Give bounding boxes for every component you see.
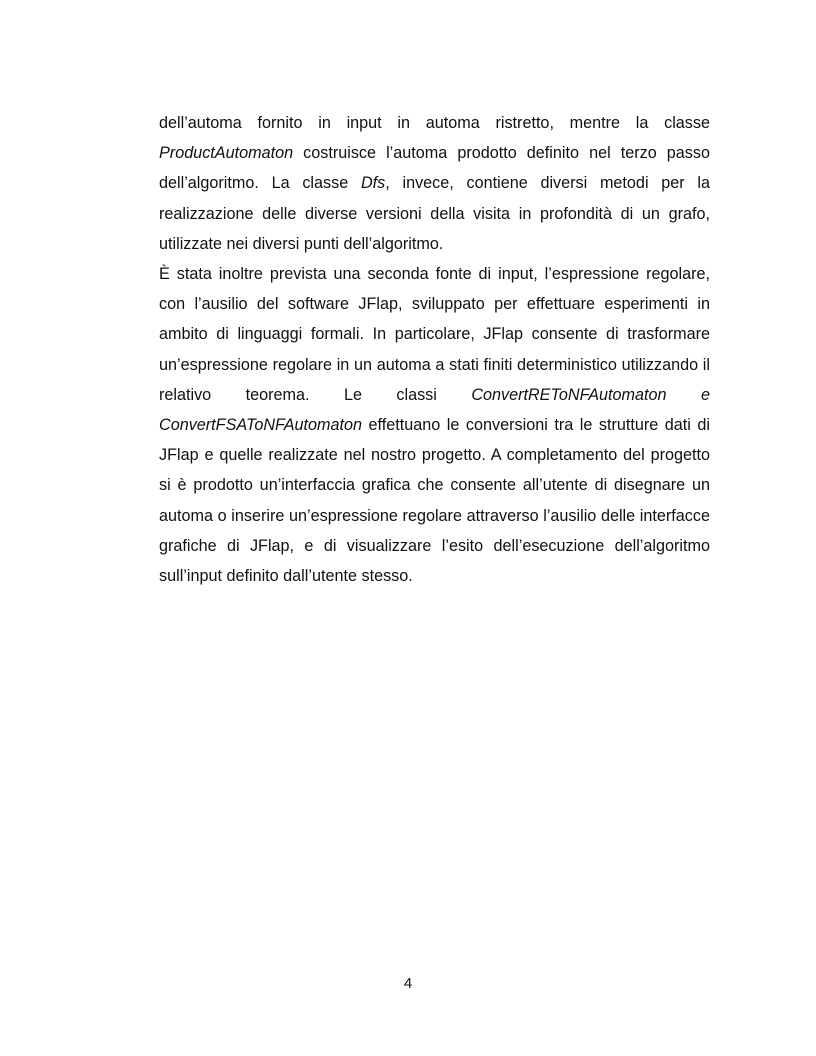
body-text [159,108,710,591]
class-name-dfs: Dfs [360,174,386,193]
paragraph-1-text-3: , invece, contiene diversi metodi per la realizzazione delle diverse versioni della visita in profondità di un grafo, utilizzate nei diversi punti dell’algoritmo. [159,174,710,253]
paragraph-2 [159,259,710,591]
class-name-product-automaton: ProductAutomaton [159,144,294,163]
paragraph-1-text-2: costruisce l’automa prodotto definito nel terzo passo dell’algoritmo. La classe [159,144,710,193]
paragraph-2-text-2: effettuano le conversioni tra le strutture dati di JFlap e quelle realizzate nel nostro progetto. A completamento del progetto si è prodotto un’interfaccia grafica che consente all’utente di disegnare un automa o inserire un’espressione regolare attraverso l’ausilio delle interfacce grafiche di JFlap, e di visualizzare l’esito dell’esecuzione dell’algoritmo sull’input definito dall’utente stesso. [159,416,710,586]
page-number: 4 [403,975,413,992]
class-names-convert: ConvertREToNFAutomaton e ConvertFSAToNFAutomaton [159,385,710,435]
paragraph-1 [159,108,710,259]
paragraph-2-text-1: È stata inoltre prevista una seconda fonte di input, l’espressione regolare, con l’ausilio del software JFlap, sviluppato per effettuare esperimenti in ambito di linguaggi formali. In particolare, JFlap consente di trasformare un’espressione regolare in un automa a stati finiti deterministico utilizzando il relativo teorema. Le classi [159,265,710,404]
paragraph-1-text-1: dell’automa fornito in input in automa ristretto, mentre la classe [159,114,710,132]
